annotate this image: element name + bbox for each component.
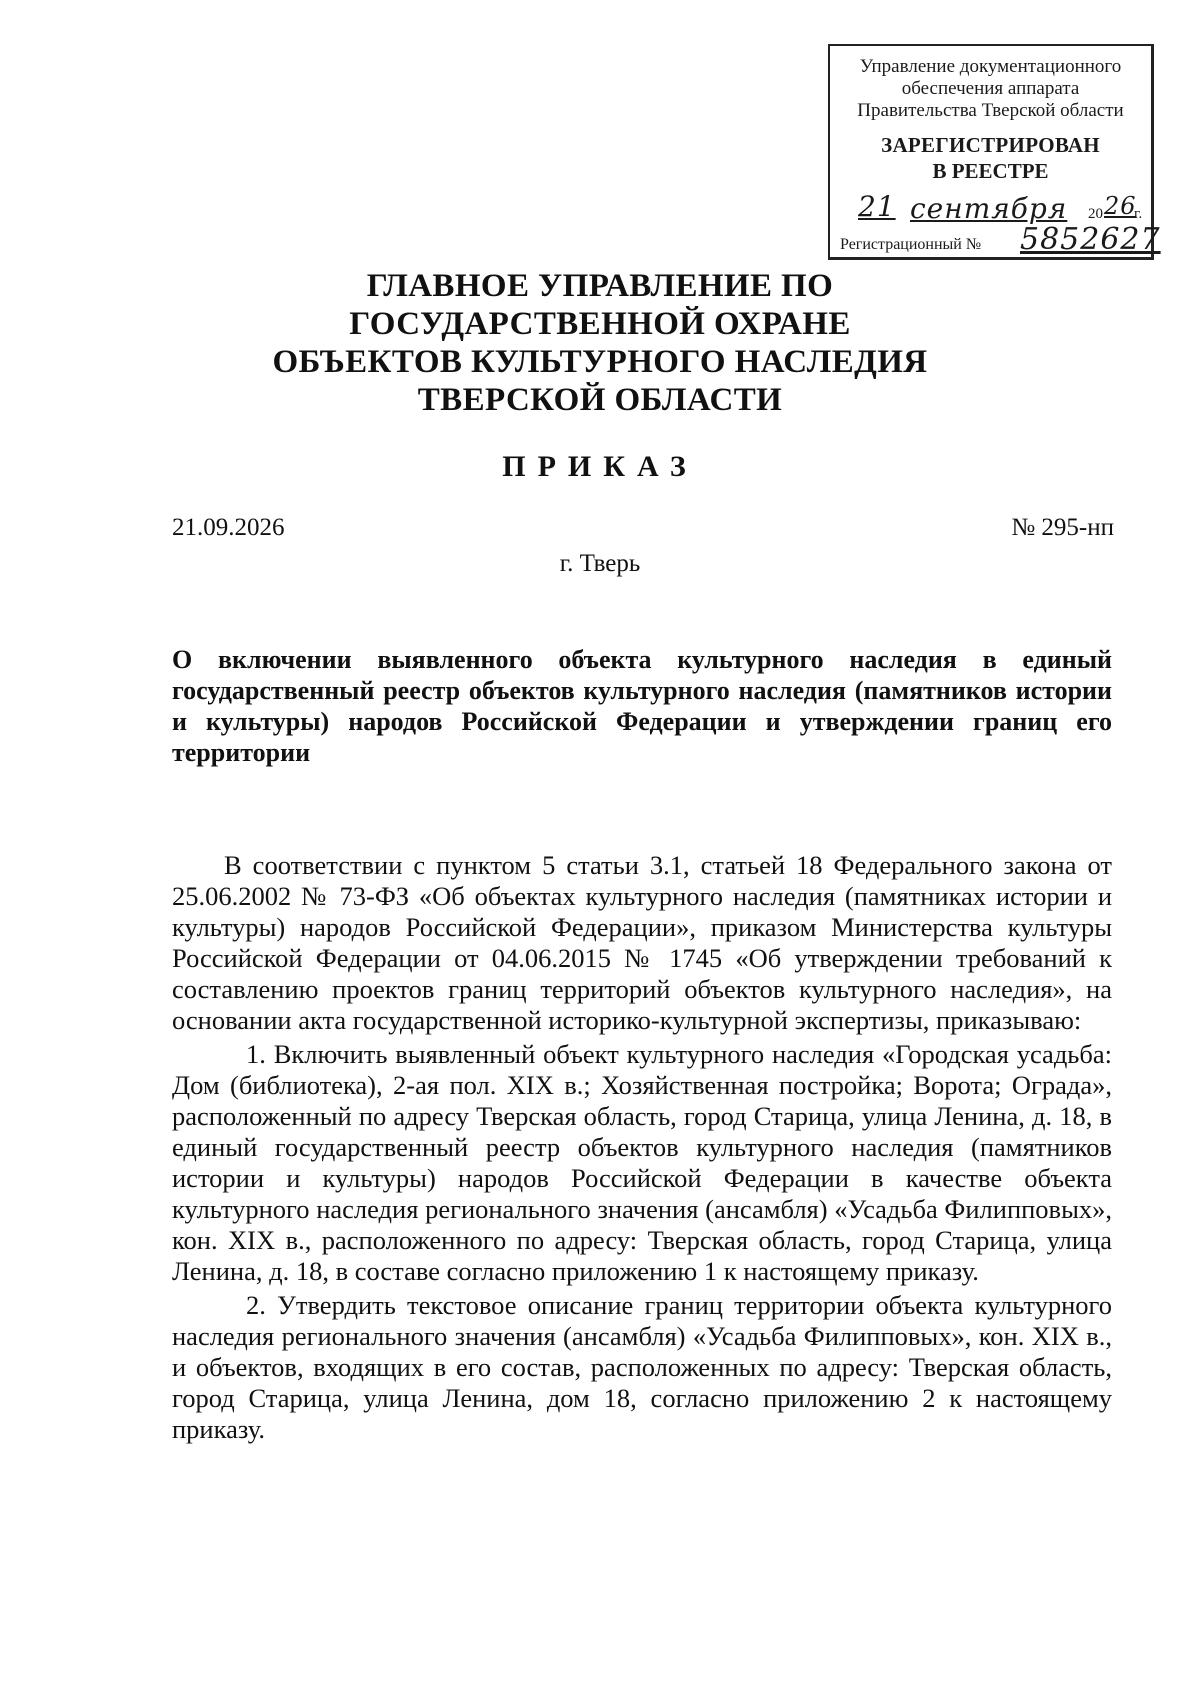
stamp-day: 21	[858, 190, 896, 223]
stamp-year-suffix: г.	[1134, 206, 1143, 222]
org-name-line-1: ГЛАВНОЕ УПРАВЛЕНИЕ ПО	[366, 268, 834, 304]
item-1-paragraph: 1. Включить выявленный объект культурного наследия «Городская усадьба: Дом (библиотека), 2-ая пол. XIX в.; Хозяйственная постройка; Ворота; Ограда», расположенный по адресу Тверская область, город Старица, улица Ленина, д. 18, в единый государственный реестр объектов культурного наследия (памятников истории и культуры) народов Российской Федерации в качестве объекта культурного наследия регионального значения (ансамбля) «Усадьба Филипповых», кон. XIX в., расположенного по адресу: Тверская область, город Старица, улица Ленина, д. 18, в составе согласно приложению 1 к настоящему приказу.	[172, 1039, 1112, 1286]
stamp-line-1: Управление документационного	[859, 56, 1122, 77]
item-2-paragraph: 2. Утвердить текстовое описание границ территории объекта культурного наследия регионального значения (ансамбля) «Усадьба Филипповых», кон. XIX в., и объектов, входящих в его состав, расположенных по адресу: Тверская область, город Старица, улица Ленина, дом 18, согласно приложению 2 к настоящему приказу.	[172, 1290, 1112, 1444]
org-name-line-4: ТВЕРСКОЙ ОБЛАСТИ	[417, 382, 783, 418]
org-name-line-2: ГОСУДАРСТВЕННОЙ ОХРАНЕ	[349, 306, 851, 342]
preamble-paragraph: В соответствии с пунктом 5 статьи 3.1, статьей 18 Федерального закона от 25.06.2002 № 73-ФЗ «Об объектах культурного наследия (памятниках истории и культуры) народов Российской Федерации», приказом Министерства культуры Российской Федерации от 04.06.2015 № 1745 «Об утверждении требований к составлению проектов границ территорий объектов культурного наследия», на основании акта государственной историко-культурной экспертизы, приказываю:	[172, 850, 1112, 1035]
stamp-regnum-label: Регистрационный №	[840, 236, 982, 253]
stamp-year: 26	[1104, 192, 1137, 220]
document-number: № 295-нп	[1011, 514, 1114, 541]
stamp-line-2: обеспечения аппарата	[901, 78, 1080, 99]
stamp-month: сентября	[910, 192, 1068, 225]
document-body	[172, 850, 1112, 1448]
document-city: г. Тверь	[559, 550, 641, 577]
stamp-regnum: 5852627	[1020, 222, 1161, 257]
stamp-line-3: Правительства Тверской области	[857, 100, 1124, 121]
document-date: 21.09.2026	[172, 514, 285, 541]
stamp-registered-line-1: ЗАРЕГИСТРИРОВАН	[881, 133, 1100, 157]
org-name-line-3: ОБЪЕКТОВ КУЛЬТУРНОГО НАСЛЕДИЯ	[272, 344, 928, 380]
stamp-registered-line-2: В РЕЕСТРЕ	[932, 159, 1049, 183]
registration-stamp	[828, 44, 1161, 260]
document-type: ПРИКАЗ	[502, 450, 698, 483]
stamp-year-prefix: 20	[1088, 206, 1103, 222]
document-subject: О включении выявленного объекта культурного наследия в единый государственный реестр объектов культурного наследия (памятников истории и культуры) народов Российской Федерации и утверждении границ его территории	[172, 645, 1112, 767]
